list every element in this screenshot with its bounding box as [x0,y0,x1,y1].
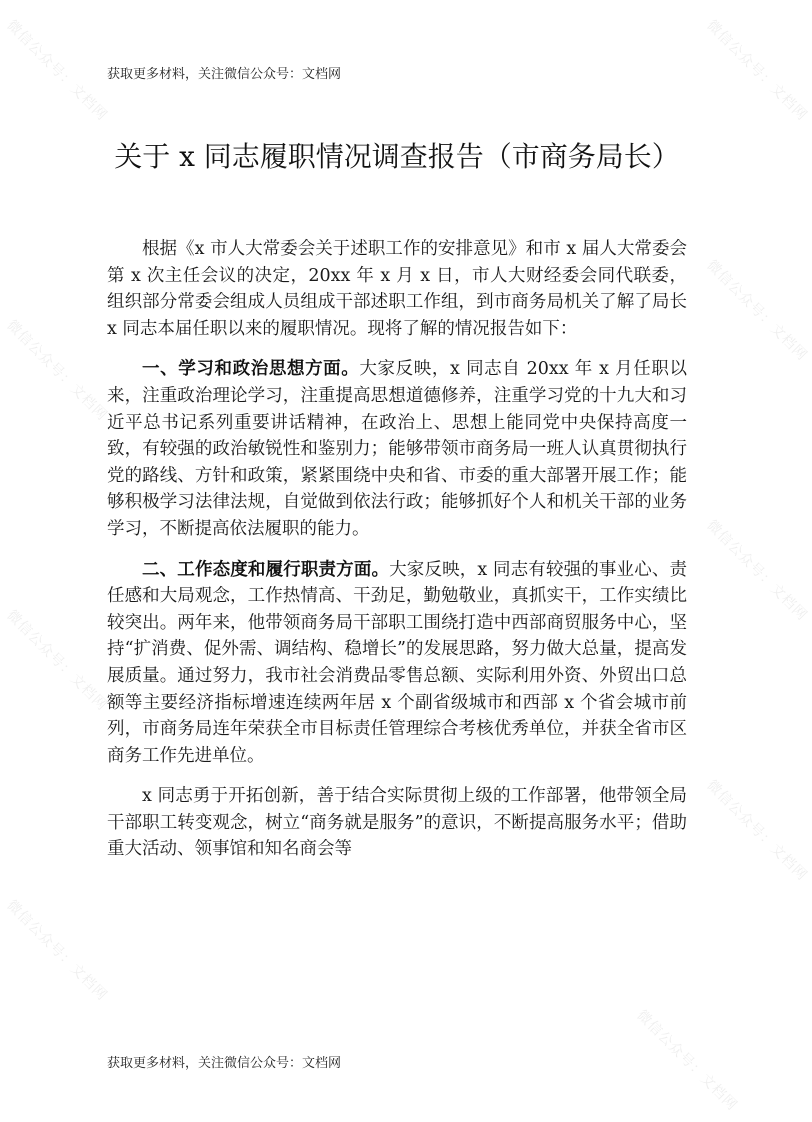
paragraph-work-attitude [107,557,687,770]
document-title: 关于 x 同志履职情况调查报告（市商务局长） [114,140,680,173]
watermark: 微信公众号：文档网 [703,17,811,125]
watermark: 微信公众号：文档网 [3,897,111,1005]
document-body [107,236,687,877]
paragraph-text: 根据《x 市人大常委会关于述职工作的安排意见》和市 x 届人大常委会第 x 次主任会议的决定，20xx 年 x 月 x 日，市人大财经委会同代联委，组织部分常委会组成人员组成干部述职工作组，到市商务局机关了解了局长 x 同志本届任职以来的履职情况。现将了解的情况报告如下： [107,239,687,339]
paragraph-study-politics [107,356,687,542]
paragraph-intro [107,236,687,342]
watermark: 微信公众号：文档网 [703,257,811,365]
footer-promo-note: 获取更多材料，关注微信公众号：文档网 [107,1056,342,1071]
section-heading: 一、学习和政治思想方面。 [142,359,360,380]
watermark: 微信公众号：文档网 [703,517,811,625]
section-heading: 二、工作态度和履行职责方面。 [142,559,390,580]
paragraph-text: 大家反映，x 同志自 20xx 年 x 月任职以来，注重政治理论学习，注重提高思想道德修养，注重学习党的十九大和习近平总书记系列重要讲话精神，在政治上、思想上能同党中央保持高度一致，有较强的政治敏锐性和鉴别力；能够带领市商务局一班人认真贯彻执行党的路线、方针和政策，紧紧围绕中央和省、市委的重大部署开展工作；能够积极学习法律法规，自觉做到依法行政；能够抓好个人和机关干部的业务学习，不断提高依法履职的能力。 [107,359,687,539]
watermark: 微信公众号：文档网 [633,1007,741,1115]
header-promo-note: 获取更多材料，关注微信公众号：文档网 [107,67,342,82]
watermark: 微信公众号：文档网 [703,777,811,885]
watermark: 微信公众号：文档网 [3,317,111,425]
paragraph-text: 大家反映，x 同志有较强的事业心、责任感和大局观念，工作热情高、干劲足，勤勉敬业，真抓实干，工作实绩比较突出。两年来，他带领商务局干部职工围绕打造中西部商贸服务中心，坚持“扩消费、促外需、调结构、稳增长”的发展思路，努力做大总量，提高发展质量。通过努力，我市社会消费品零售总额、实际利用外资、外贸出口总额等主要经济指标增速连续两年居 x 个副省级城市和西部 x 个省会城市前列，市商务局连年荣获全市目标责任管理综合考核优秀单位，并获全省市区商务工作先进单位。 [107,559,688,766]
watermark: 微信公众号：文档网 [3,607,111,715]
watermark: 微信公众号：文档网 [3,17,111,125]
paragraph-innovation [107,783,687,863]
paragraph-text: x 同志勇于开拓创新，善于结合实际贯彻上级的工作部署，他带领全局干部职工转变观念，树立“商务就是服务”的意识，不断提高服务水平；借助重大活动、领事馆和知名商会等 [107,786,687,860]
